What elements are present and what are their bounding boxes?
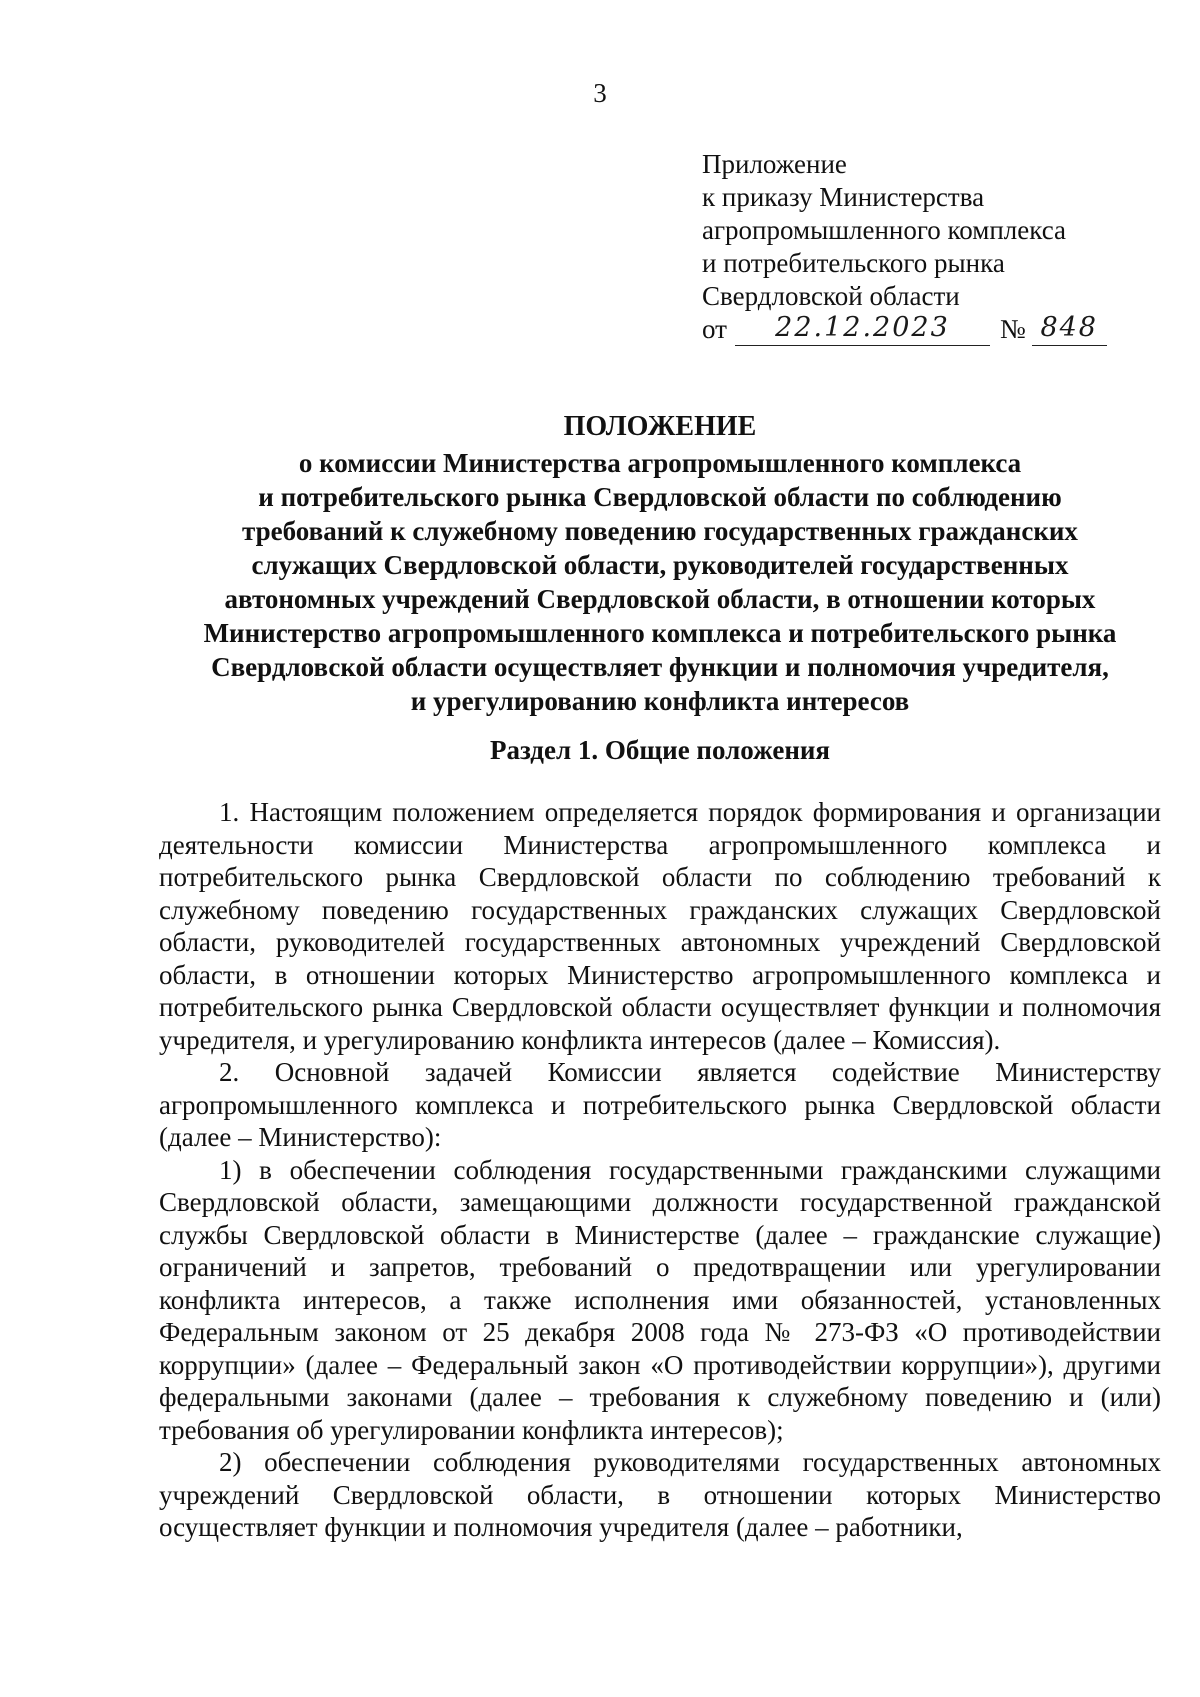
title-subtitle-line: Министерство агропромышленного комплекса и потребительского рынка <box>203 618 1117 648</box>
appendix-line: и потребительского рынка <box>702 248 1005 278</box>
appendix-block <box>702 148 1142 346</box>
appendix-line: к приказу Министерства <box>702 182 985 212</box>
title-subtitle-line: и потребительского рынка Свердловской области по соблюдению <box>258 482 1062 512</box>
order-date-handwritten: 22.12.2023 <box>775 312 950 343</box>
appendix-line: агропромышленного комплекса <box>702 215 1066 245</box>
title-heading: ПОЛОЖЕНИЕ <box>563 411 757 442</box>
paragraph: 1) в обеспечении соблюдения государственными гражданскими служащими Свердловской области, замещающими должности государственной гражданской службы Свердловской области в Министерстве (далее – гражданские служащие) ограничений и запретов, требований о предотвращении или урегулировании конфликта интересов, а также исполнения ими обязанностей, установленных Федеральным законом от 25 декабря 2008 года № 273-ФЗ «О противодействии коррупции» (далее – Федеральный закон «О противодействии коррупции»), другими федеральными законами (далее – требования к служебному поведению и (или) требования об урегулировании конфликта интересов); <box>159 1154 1161 1445</box>
paragraph: 2. Основной задачей Комиссии является содействие Министерству агропромышленного комплекса и потребительского рынка Свердловской области (далее – Министерство): <box>159 1057 1161 1152</box>
paragraph: 1. Настоящим положением определяется порядок формирования и организации деятельности комиссии Министерства агропромышленного комплекса и потребительского рынка Свердловской области по соблюдению требований к служебному поведению государственных гражданских служащих Свердловской области, руководителей государственных автономных учреждений Свердловской области, в отношении которых Министерство агропромышленного комплекса и потребительского рынка Свердловской области осуществляет функции и полномочия учредителя, и урегулированию конфликта интересов (далее – Комиссия). <box>159 797 1161 1055</box>
paragraph: 2) обеспечении соблюдения руководителями государственных автономных учреждений Свердловской области, в отношении которых Министерство осуществляет функции и полномочия учредителя (далее – работники, <box>159 1447 1161 1542</box>
title-subtitle-line: требований к служебному поведению государственных гражданских <box>242 516 1078 546</box>
section-heading: Раздел 1. Общие положения <box>489 735 831 765</box>
appendix-line: Приложение <box>702 149 847 179</box>
title-subtitle-line: служащих Свердловской области, руководителей государственных <box>251 550 1069 580</box>
order-number-handwritten: 848 <box>1040 312 1098 343</box>
page-number: 3 <box>593 78 607 108</box>
title-subtitle-line: и урегулированию конфликта интересов <box>410 686 910 716</box>
order-date-number-row <box>702 313 1142 346</box>
document-title <box>120 410 1200 718</box>
document-body <box>159 796 1161 1544</box>
title-subtitle-line: о комиссии Министерства агропромышленного комплекса <box>298 448 1022 478</box>
title-subtitle-line: автономных учреждений Свердловской области, в отношении которых <box>224 584 1096 614</box>
date-prefix: от <box>702 314 727 344</box>
title-subtitle-line: Свердловской области осуществляет функции и полномочия учредителя, <box>211 652 1109 682</box>
order-date-field <box>735 312 990 346</box>
appendix-line: Свердловской области <box>702 281 960 311</box>
number-prefix: № <box>999 314 1026 344</box>
order-number-field <box>1032 312 1107 346</box>
